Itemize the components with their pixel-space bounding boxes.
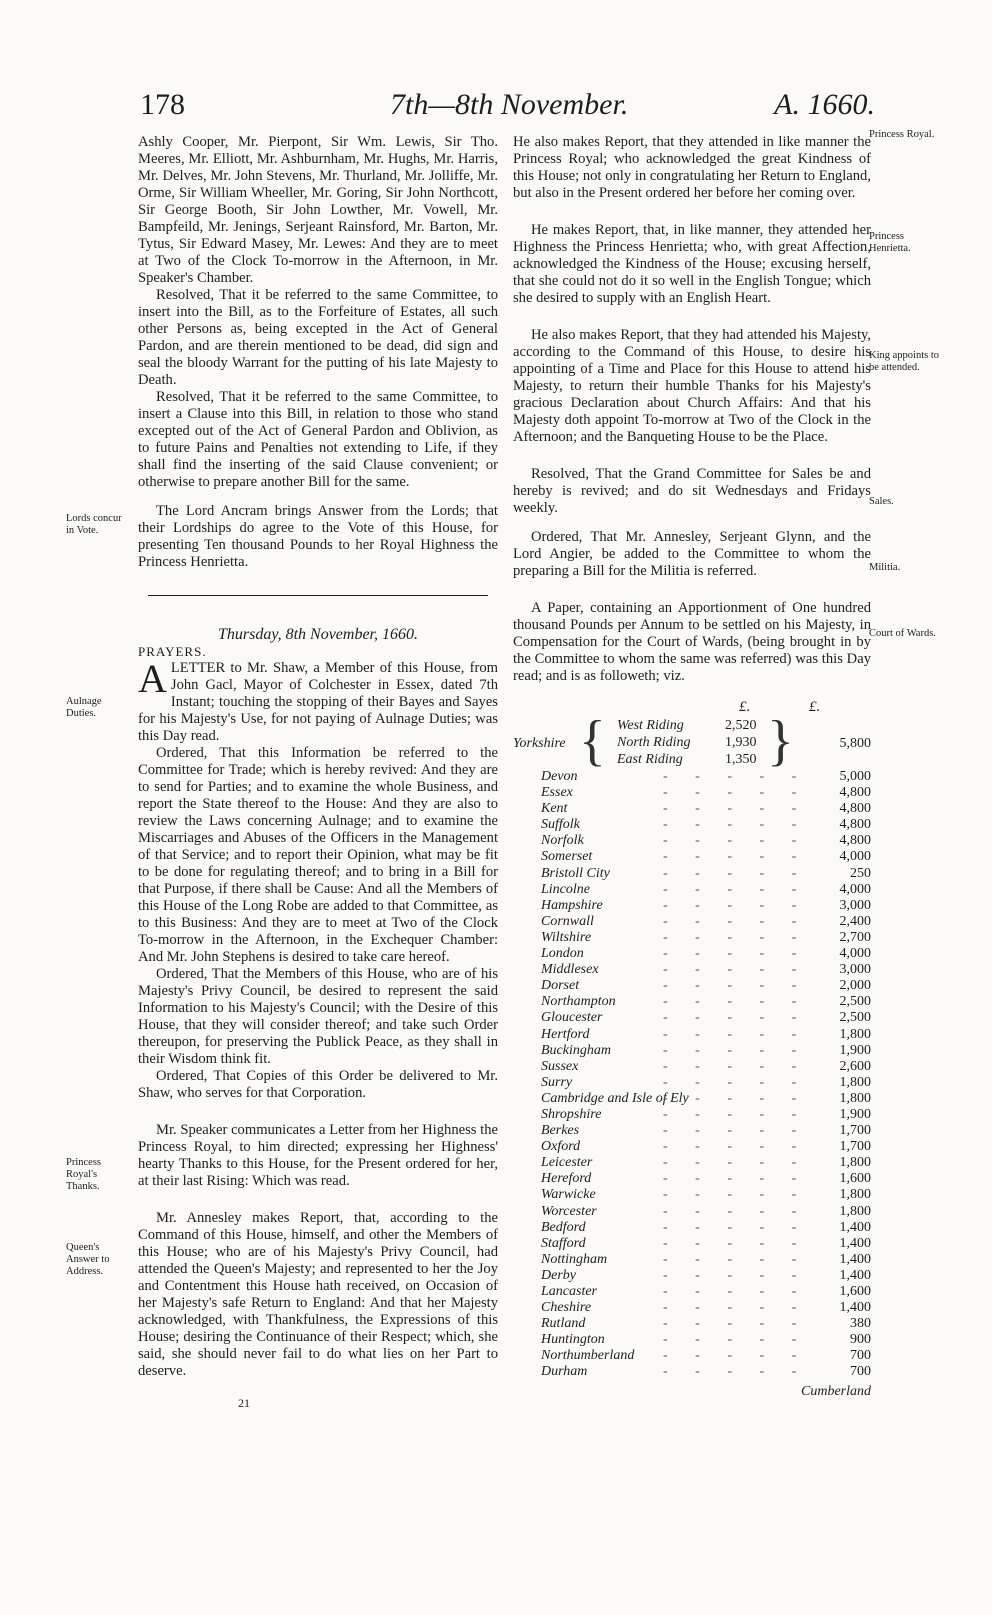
county-name: Norfolk	[541, 833, 584, 849]
table-row	[513, 1027, 871, 1043]
county-value: 1,400	[839, 1300, 871, 1316]
county-value: 700	[850, 1348, 871, 1364]
leader-dots: - - - - -	[663, 1284, 809, 1299]
county-name: Sussex	[541, 1058, 579, 1074]
county-name: Nottingham	[541, 1251, 608, 1267]
table-row	[513, 1123, 871, 1139]
letter-paragraph	[138, 656, 498, 745]
leader-dots: - - - - -	[663, 1316, 809, 1332]
page-number: 178	[140, 88, 185, 121]
table-row	[513, 946, 871, 962]
yorkshire-group	[513, 710, 871, 772]
table-row	[513, 1284, 871, 1300]
margin-note: Princess Henrietta.	[869, 231, 911, 254]
county-value: 1,700	[839, 1139, 871, 1155]
margin-note: Lords concur in Vote.	[66, 513, 122, 536]
table-row	[513, 1300, 871, 1316]
margin-note: Militia.	[869, 562, 901, 573]
county-value: 1,800	[839, 1203, 871, 1219]
riding-value: 1,350	[725, 752, 757, 767]
county-value: 1,400	[839, 1235, 871, 1251]
county-name: Northampton	[541, 994, 616, 1010]
table-row	[513, 930, 871, 946]
leader-dots: - - - - -	[663, 913, 809, 929]
county-value: 1,900	[839, 1042, 871, 1058]
county-value: 1,800	[839, 1155, 871, 1171]
right-column	[513, 134, 871, 1400]
table-row	[513, 1236, 871, 1252]
leader-dots: - - - - -	[663, 769, 809, 784]
county-name: Bedford	[541, 1219, 586, 1235]
drop-cap: A	[138, 656, 167, 701]
leader-dots: - - - - -	[663, 1251, 809, 1267]
county-name: Kent	[541, 801, 568, 817]
court-of-wards-paper: A Paper, containing an Apportionment of One hundred thousand Pounds per Annum to be settled on his Majesty, in Compensation for the Court of Wards, (being brought in by the Committee to whom the same was referred) was this Day read; and is as followeth; viz.	[513, 600, 871, 684]
table-row	[513, 1171, 871, 1187]
leader-dots: - - - - -	[663, 1155, 809, 1171]
county-value: 1,800	[839, 1090, 871, 1106]
county-value: 1,700	[839, 1123, 871, 1139]
day-heading: Thursday, 8th November, 1660.	[218, 626, 418, 643]
county-name: Middlesex	[541, 962, 599, 978]
county-name: Shropshire	[541, 1106, 602, 1122]
table-row	[513, 1316, 871, 1332]
lords-answer: The Lord Ancram brings Answer from the Lords; that their Lordships do agree to the Vote of this House, for presenting Ten thousand Pounds to her Royal Highness the Princess Henrietta.	[138, 503, 498, 570]
county-name: Warwicke	[541, 1187, 596, 1203]
county-value: 1,800	[839, 1074, 871, 1090]
county-value: 1,400	[839, 1267, 871, 1283]
county-value: 2,600	[839, 1058, 871, 1074]
margin-note: Sales.	[869, 496, 894, 507]
table-row	[513, 994, 871, 1010]
table-row	[513, 978, 871, 994]
county-value: 4,800	[839, 801, 871, 817]
riding-name: West Riding	[617, 718, 684, 733]
report-princess-henrietta: He makes Report, that, in like manner, they attended her Highness the Princess Henrietta; who, with great Affection, acknowledged the Kindness of the House; excusing herself, that she could not do it so well in the English Tongue; which she desired to supply with an English Heart.	[513, 222, 871, 306]
leader-dots: - - - - -	[663, 1348, 809, 1364]
county-value: 2,700	[839, 929, 871, 945]
leader-dots: - - - - -	[663, 1235, 809, 1251]
report-princess-royal: He also makes Report, that they attended in like manner the Princess Royal; who acknowledged the great Kindness of this House; not only in congratulating her Return to England, but also in the Present ordered her before her coming over.	[513, 134, 871, 201]
leader-dots: - - - - -	[663, 994, 809, 1010]
leader-dots: - - - - -	[663, 1074, 809, 1090]
table-row	[513, 1107, 871, 1123]
leader-dots: - - - - -	[663, 1203, 809, 1219]
county-name: Leicester	[541, 1155, 593, 1171]
county-value: 2,500	[839, 1010, 871, 1026]
report-king: He also makes Report, that they had attended his Majesty, according to the Command of this House, to desire his appointing of a Time and Place for this House to attend his Majesty, to return their humble Thanks for his Majesty's gracious Declaration about Church Affairs: And that his Majesty doth appoint To-morrow at Two of the Clock in the Afternoon; and the Banqueting House to be the Place.	[513, 327, 871, 445]
table-row	[513, 1139, 871, 1155]
county-name: Devon	[541, 769, 578, 784]
county-value: 4,800	[839, 817, 871, 833]
leader-dots: - - - - -	[663, 1364, 809, 1380]
order-privy-council: Ordered, That the Members of this House, who are of his Majesty's Privy Council, be desired to represent the said Information to his Majesty's Council; with the Desire of this House, that they will consider thereof; and take such Order thereupon, for preserving the Publick Peace, as they shall in their Wisdom think fit.	[138, 966, 498, 1067]
county-value: 4,000	[839, 881, 871, 897]
county-name: Cheshire	[541, 1300, 592, 1316]
margin-note: Queen's Answer to Address.	[66, 1242, 110, 1277]
county-name: Hampshire	[541, 897, 603, 913]
leader-dots: - - - - -	[663, 833, 809, 849]
table-row	[513, 817, 871, 833]
riding-value: 2,520	[725, 718, 757, 733]
county-value: 4,000	[839, 849, 871, 865]
leader-dots: - - - - -	[663, 978, 809, 994]
page-header	[140, 88, 875, 128]
table-row	[513, 866, 871, 882]
margin-note: Princess Royal's Thanks.	[66, 1157, 101, 1192]
county-value: 1,600	[839, 1171, 871, 1187]
county-name: Somerset	[541, 849, 593, 865]
table-row	[513, 1155, 871, 1171]
leader-dots: - - - - -	[663, 1332, 809, 1348]
county-value: 2,500	[839, 994, 871, 1010]
county-value: 900	[850, 1332, 871, 1348]
county-value: 1,800	[839, 1187, 871, 1203]
riding-value: 1,930	[725, 735, 757, 750]
yorkshire-label: Yorkshire	[513, 736, 566, 751]
county-name: Lincolne	[541, 881, 590, 897]
resolution-forfeiture: Resolved, That it be referred to the same Committee, to insert into the Bill, as to the Forfeiture of Estates, all such other Persons as, being excepted in the Act of General Pardon, and are therein mentioned to be dead, did sign and seal the bloody Warrant for the putting of his late Majesty to Death.	[138, 287, 498, 388]
table-row	[513, 1252, 871, 1268]
leader-dots: - - - - -	[663, 1090, 809, 1106]
table-row	[513, 898, 871, 914]
leader-dots: - - - - -	[663, 962, 809, 978]
county-value: 4,000	[839, 946, 871, 962]
leader-dots: - - - - -	[663, 929, 809, 945]
order-copies: Ordered, That Copies of this Order be delivered to Mr. Shaw, who serves for that Corporation.	[138, 1068, 498, 1101]
brace-right: }	[767, 710, 794, 772]
county-name: London	[541, 946, 584, 962]
county-name: Lancaster	[541, 1284, 597, 1299]
table-row	[513, 1348, 871, 1364]
margin-note: Princess Royal.	[869, 129, 935, 140]
county-name: Worcester	[541, 1203, 597, 1219]
table-row	[513, 1010, 871, 1026]
yorkshire-total: 5,800	[839, 736, 871, 751]
leader-dots: - - - - -	[663, 1026, 809, 1042]
table-row	[513, 882, 871, 898]
county-value: 5,000	[839, 769, 871, 784]
leader-dots: - - - - -	[663, 897, 809, 913]
currency-header-1: £.	[739, 699, 751, 715]
leader-dots: - - - - -	[663, 881, 809, 897]
table-row	[513, 1268, 871, 1284]
leader-dots: - - - - -	[663, 1139, 809, 1155]
table-row	[513, 914, 871, 930]
county-name: Stafford	[541, 1235, 586, 1251]
leader-dots: - - - - -	[663, 801, 809, 817]
county-value: 700	[850, 1364, 871, 1380]
table-row	[513, 1043, 871, 1059]
table-row	[513, 849, 871, 865]
resolution-clause: Resolved, That it be referred to the same Committee, to insert a Clause into this Bill, in relation to those who stand excepted out of the Act of General Pardon and Oblivion, as to future Pains and Penalties not extending to Life, if they shall find the inserting of the said Clause convenient; or otherwise to prepare another Bill for the same.	[138, 389, 498, 490]
order-militia: Ordered, That Mr. Annesley, Serjeant Glynn, and the Lord Angier, be added to the Committee to whom the preparing a Bill for the Militia is referred.	[513, 529, 871, 579]
section-divider	[148, 595, 488, 596]
leader-dots: - - - - -	[663, 785, 809, 801]
leader-dots: - - - - -	[663, 1010, 809, 1026]
letter-text: LETTER to Mr. Shaw, a Member of this House, from John Gacl, Mayor of Colchester in Essex, dated 7th Instant; touching the stopping of their Bayes and Sayes for his Majesty's Use, for not paying of Aulnage Duties; was this Day read.	[138, 660, 498, 744]
leader-dots: - - - - -	[663, 1219, 809, 1235]
table-row	[513, 1075, 871, 1091]
county-name: Derby	[541, 1267, 576, 1283]
county-name: Dorset	[541, 978, 580, 994]
committee-members: Ashly Cooper, Mr. Pierpont, Sir Wm. Lewis, Sir Tho. Meeres, Mr. Elliott, Mr. Ashburnham, Mr. Hughs, Mr. Harris, Mr. Delves, Mr. John Stevens, Mr. Thurland, Mr. Jolliffe, Mr. Orme, Sir William Wheeller, Mr. Goring, Sir John Northcott, Sir George Booth, Sir John Lowther, Mr. Vowell, Mr. Bampfeild, Mr. Jenings, Serjeant Rainsford, Mr. Barton, Mr. Tytus, Sir Edward Masey, Mr. Lewes: And they are to meet at Two of the Clock To-morrow in the Afternoon, in Mr. Speaker's Chamber.	[138, 134, 498, 286]
county-name: Surry	[541, 1074, 573, 1090]
table-row	[513, 785, 871, 801]
table-header	[513, 699, 871, 717]
county-name: Suffolk	[541, 817, 580, 833]
county-name: Northumberland	[541, 1348, 635, 1364]
county-value: 3,000	[839, 962, 871, 978]
county-value: 2,000	[839, 978, 871, 994]
left-column	[138, 134, 498, 1380]
leader-dots: - - - - -	[663, 1042, 809, 1058]
table-row	[513, 801, 871, 817]
currency-header-2: £.	[809, 699, 821, 715]
table-row	[513, 1091, 871, 1107]
riding-name: North Riding	[617, 735, 691, 750]
county-value: 1,900	[839, 1106, 871, 1122]
county-name: Berkes	[541, 1123, 580, 1139]
resolution-sales: Resolved, That the Grand Committee for Sales be and hereby is revived; and do sit Wednesdays and Fridays weekly.	[513, 466, 871, 516]
leader-dots: - - - - -	[663, 1267, 809, 1283]
table-row	[513, 962, 871, 978]
order-trade-committee: Ordered, That this Information be referred to the Committee for Trade; which is hereby revived: And they are to send for Parties; and to examine the whole Business, and report the State thereof to the House: And they are also to review the Laws concerning Aulnage; and to examine the Miscarriages and Abuses of the Officers in the Management of that Service; and to report their Opinion, what may be fit to be done for regulating thereof; and to bring in a Bill for that Purpose, if there shall be Cause: And all the Members of this House of the Long Robe are added to that Committee, as to this Business: And they are to meet at Two of the Clock To-morrow in the Afternoon, in the Exchequer Chamber: And Mr. John Stephens is desired to take care hereof.	[138, 745, 498, 965]
margin-note: Aulnage Duties.	[66, 696, 102, 719]
signature-mark: 21	[238, 1396, 250, 1410]
catchword: Cumberland	[801, 1383, 871, 1399]
county-name: Cornwall	[541, 913, 594, 929]
county-name: Rutland	[541, 1316, 586, 1332]
page-date: 7th—8th November.	[390, 88, 629, 121]
leader-dots: - - - - -	[663, 1300, 809, 1316]
margin-note: Court of Wards.	[869, 628, 936, 639]
county-name: Hertford	[541, 1026, 590, 1042]
leader-dots: - - - - -	[663, 865, 809, 881]
leader-dots: - - - - -	[663, 946, 809, 962]
table-row	[513, 833, 871, 849]
county-value: 1,400	[839, 1251, 871, 1267]
leader-dots: - - - - -	[663, 1058, 809, 1074]
annesley-report: Mr. Annesley makes Report, that, according to the Command of this House, himself, and other the Members of this House; who are of his Majesty's Privy Council, had attended the Queen's Majesty; and represented to her the Joy and Contentment this House hath received, on Occasion of her Majesty's safe Return to England: And that her Majesty acknowledged, with Thankfulness, the Expressions of this House; desiring the Continuance of their Respect; which, she said, she should never fail to do what lies on her Part to deserve.	[138, 1210, 498, 1379]
county-value: 1,800	[839, 1026, 871, 1042]
riding-name: East Riding	[617, 752, 683, 767]
table-row	[513, 1220, 871, 1236]
leader-dots: - - - - -	[663, 1123, 809, 1139]
county-value: 4,800	[839, 833, 871, 849]
county-value: 4,800	[839, 785, 871, 801]
prayers-heading: PRAYERS.	[138, 644, 207, 659]
page-year: A. 1660.	[774, 88, 875, 121]
county-value: 2,400	[839, 913, 871, 929]
county-name: Huntington	[541, 1332, 605, 1348]
table-row	[513, 1187, 871, 1203]
county-name: Buckingham	[541, 1042, 611, 1058]
margin-note: King appoints to be attended.	[869, 350, 939, 373]
county-name: Bristoll City	[541, 865, 610, 881]
leader-dots: - - - - -	[663, 1106, 809, 1122]
brace-left: {	[579, 710, 606, 772]
county-name: Hereford	[541, 1171, 592, 1187]
table-row	[513, 769, 871, 785]
county-name: Oxford	[541, 1139, 581, 1155]
apportionment-table	[513, 699, 871, 1400]
county-name: Durham	[541, 1364, 588, 1380]
county-value: 1,600	[839, 1284, 871, 1299]
county-value: 380	[850, 1316, 871, 1332]
county-value: 1,400	[839, 1219, 871, 1235]
county-name: Cambridge and Isle of Ely	[541, 1090, 689, 1106]
county-rows	[513, 769, 871, 1381]
table-row	[513, 1364, 871, 1380]
table-row	[513, 1059, 871, 1075]
table-row	[513, 1332, 871, 1348]
county-name: Essex	[541, 785, 573, 801]
county-name: Gloucester	[541, 1010, 603, 1026]
leader-dots: - - - - -	[663, 1171, 809, 1187]
leader-dots: - - - - -	[663, 849, 809, 865]
county-value: 250	[850, 865, 871, 881]
table-row	[513, 1204, 871, 1220]
leader-dots: - - - - -	[663, 817, 809, 833]
leader-dots: - - - - -	[663, 1187, 809, 1203]
county-value: 3,000	[839, 897, 871, 913]
county-name: Wiltshire	[541, 929, 592, 945]
speaker-letter: Mr. Speaker communicates a Letter from her Highness the Princess Royal, to him directed; expressing her Highness' hearty Thanks to this House, for the Present ordered for her, at their last Rising: Which was read.	[138, 1122, 498, 1189]
